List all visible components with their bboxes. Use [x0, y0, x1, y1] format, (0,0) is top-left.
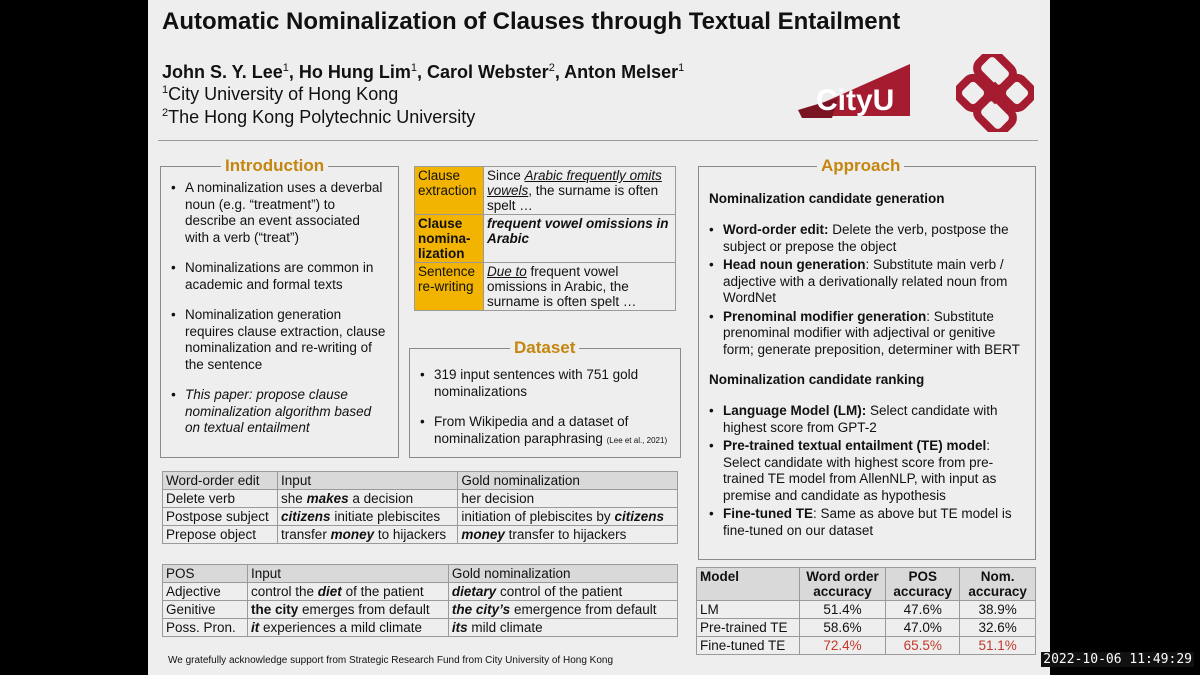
extracted-clause: Arabic frequently omits vowels [487, 168, 662, 198]
author-name: Anton Melser [564, 62, 679, 82]
intro-bullet: • Nominalization generation requires clause extraction, clause nominalization and re-writing of the sentence [171, 307, 386, 373]
ranking-subheading: Nominalization candidate ranking [709, 372, 925, 387]
input-text: to hijackers [374, 527, 447, 542]
input-cell [248, 619, 449, 637]
generation-bullet [709, 309, 1027, 359]
generation-bullet [709, 257, 1027, 307]
introduction-bullets [161, 180, 386, 437]
bullet-desc: : Substitute prenominal modifier with adjectival or genitive form; generate preposition, determiner with BERT [723, 308, 1020, 357]
dataset-bullets [410, 367, 675, 449]
author-name: Ho Hung Lim [298, 62, 411, 82]
polyu-logo [956, 54, 1034, 132]
author-name: Carol Webster [426, 62, 549, 82]
pipeline-step-label: Sentence re-writing [415, 263, 484, 311]
bullet-desc: Select candidate with highest score from GPT-2 [723, 403, 998, 435]
input-text: experiences a mild climate [259, 620, 423, 635]
gold-highlight: its [451, 620, 468, 635]
example-text: , the surname is often spelt … [487, 183, 659, 213]
author-affil-sup: 1 [678, 62, 685, 74]
author-name: John S. Y. Lee [162, 62, 283, 82]
affiliation [162, 107, 475, 128]
pos-type: Poss. Pron. [163, 619, 248, 637]
bullet-term: Language Model (LM): [723, 403, 867, 418]
column-header: POS accuracy [886, 568, 960, 601]
dataset-section [409, 338, 681, 458]
nom-accuracy: 51.1% [960, 637, 1036, 655]
generation-bullet [709, 222, 1027, 255]
input-text: control the [251, 584, 318, 599]
input-cell [248, 583, 449, 601]
model-name: Pre-trained TE [697, 619, 800, 637]
citation: (Lee et al., 2021) [606, 435, 668, 445]
dataset-bullet [420, 414, 675, 449]
bullet-desc: : Substitute main verb / adjective with a derivationally related noun from WordNet [723, 257, 1008, 305]
table-row [163, 619, 678, 637]
column-header: Nom. accuracy [960, 568, 1036, 601]
poster [148, 0, 1050, 675]
author-list: John S. Y. Lee$^1$, Ho Hung Lim$^1$, Carol Webster$^2$, Anton Melser$^1$ [162, 62, 685, 82]
table-row [163, 508, 678, 526]
input-highlight: citizens [281, 509, 331, 524]
table-row [697, 619, 1036, 637]
gold-cell [448, 583, 677, 601]
input-text: she [281, 491, 307, 506]
dataset-heading: Dataset [510, 338, 579, 358]
intro-bullet: • This paper: propose clause nominalization algorithm based on textual entailment [171, 387, 386, 437]
column-header: Input [278, 472, 458, 490]
dataset-bullet: • 319 input sentences with 751 gold nominalizations [420, 367, 675, 400]
pipeline-step-example [484, 167, 676, 215]
ranking-bullet [709, 506, 1027, 539]
affil-name: The Hong Kong Polytechnic University [168, 107, 476, 127]
intro-bullet: • A nominalization uses a deverbal noun (e.g. “treatment”) to describe an event associated with a verb (“treat”) [171, 180, 386, 246]
input-text: emerges from default [298, 602, 430, 617]
header-divider [158, 140, 1038, 141]
bullet-desc: : Select candidate with highest score from pre-trained TE model from AllenNLP, with input as premise and candidate as hypothesis [723, 438, 997, 503]
ranking-bullets [699, 403, 1027, 539]
input-text: a decision [348, 491, 414, 506]
table-row [697, 637, 1036, 655]
table-header-row [163, 472, 678, 490]
word-order-accuracy: 72.4% [800, 637, 886, 655]
input-cell [278, 526, 458, 544]
input-cell [278, 508, 458, 526]
acknowledgement: We gratefully acknowledge support from Strategic Research Fund from City University of Hong Kong [168, 655, 614, 666]
input-cell [248, 601, 449, 619]
approach-heading: Approach [817, 156, 904, 176]
gold-cell [458, 508, 678, 526]
bullet-term: Word-order edit: [723, 222, 829, 237]
gold-text: mild climate [467, 620, 543, 635]
pos-type: Genitive [163, 601, 248, 619]
gold-highlight: citizens [614, 509, 664, 524]
introduction-section [160, 156, 399, 458]
pipeline-example-table [414, 166, 676, 311]
bullet-term: Head noun generation [723, 257, 866, 272]
cityu-logo [798, 58, 913, 122]
input-text: transfer [281, 527, 331, 542]
table-row [163, 490, 678, 508]
pos-accuracy: 47.0% [886, 619, 960, 637]
column-header: Gold nominalization [448, 565, 677, 583]
pos-table [162, 564, 678, 637]
pos-type: Adjective [163, 583, 248, 601]
nom-accuracy: 32.6% [960, 619, 1036, 637]
table-header-row [163, 565, 678, 583]
column-header: Model [697, 568, 800, 601]
column-header: Input [248, 565, 449, 583]
cityu-logo-text: CityU [816, 84, 895, 117]
rewrite-connective: Due to [487, 264, 527, 279]
input-highlight: money [330, 527, 375, 542]
table-row [163, 601, 678, 619]
table-row [163, 526, 678, 544]
affil-sup: 1 [162, 84, 169, 96]
gold-highlight: money [461, 527, 505, 542]
timestamp-overlay: 2022-10-06 11:49:29 [1043, 652, 1192, 667]
bullet-desc: Delete the verb, postpose the subject or prepose the object [723, 222, 1009, 254]
gold-text: initiation of plebiscites by [461, 509, 615, 524]
edit-type: Delete verb [163, 490, 278, 508]
edit-type: Prepose object [163, 526, 278, 544]
table-row [415, 167, 676, 215]
affiliation [162, 84, 398, 105]
model-name: Fine-tuned TE [697, 637, 800, 655]
input-highlight: diet [317, 584, 342, 599]
generation-subheading: Nominalization candidate generation [709, 191, 945, 206]
nom-accuracy: 38.9% [960, 601, 1036, 619]
affil-sup: 2 [162, 107, 169, 119]
pipeline-step-label: Clause extraction [415, 167, 484, 215]
example-text: Since [487, 168, 525, 183]
gold-text: transfer to hijackers [504, 527, 627, 542]
author-affil-sup: 1 [410, 62, 417, 74]
ranking-bullet [709, 403, 1027, 436]
introduction-heading: Introduction [221, 156, 328, 176]
bullet-term: Pre-trained textual entailment (TE) model [723, 438, 987, 453]
ranking-bullet [709, 438, 1027, 504]
gold-text: control of the patient [496, 584, 623, 599]
input-text: initiate plebiscites [330, 509, 441, 524]
table-row [163, 583, 678, 601]
column-header: Word order accuracy [800, 568, 886, 601]
generation-bullets [699, 222, 1027, 358]
gold-cell [458, 526, 678, 544]
gold-highlight: the city’s [451, 602, 511, 617]
pipeline-step-example [484, 263, 676, 311]
gold-text: her decision [461, 491, 535, 506]
input-text: of the patient [341, 584, 424, 599]
input-highlight: the city [251, 602, 299, 617]
dataset-bullet-text: From Wikipedia and a dataset of nominalization paraphrasing [434, 414, 629, 446]
column-header: Word-order edit [163, 472, 278, 490]
input-cell [278, 490, 458, 508]
edit-type: Postpose subject [163, 508, 278, 526]
poster-title: Automatic Nominalization of Clauses through Textual Entailment [162, 8, 901, 35]
word-order-accuracy: 58.6% [800, 619, 886, 637]
results-table [696, 567, 1036, 655]
bullet-desc: : Same as above but TE model is fine-tuned on our dataset [723, 506, 1012, 538]
gold-cell [458, 490, 678, 508]
pipeline-step-example: frequent vowel omissions in Arabic [484, 215, 676, 263]
column-header: POS [163, 565, 248, 583]
model-name: LM [697, 601, 800, 619]
gold-highlight: dietary [451, 584, 497, 599]
pos-accuracy: 47.6% [886, 601, 960, 619]
author-affil-sup: 1 [282, 62, 289, 74]
gold-cell [448, 601, 677, 619]
table-header-row [697, 568, 1036, 601]
example-text: frequent vowel omissions in Arabic, the surname is often spelt … [487, 264, 637, 309]
column-header: Gold nominalization [458, 472, 678, 490]
approach-section [698, 156, 1036, 560]
word-order-table [162, 471, 678, 544]
table-row [415, 215, 676, 263]
gold-cell [448, 619, 677, 637]
gold-text: emergence from default [510, 602, 657, 617]
table-row [415, 263, 676, 311]
table-row [697, 601, 1036, 619]
word-order-accuracy: 51.4% [800, 601, 886, 619]
input-highlight: makes [306, 491, 349, 506]
pos-accuracy: 65.5% [886, 637, 960, 655]
pipeline-step-label: Clause nomina-lization [415, 215, 484, 263]
author-affil-sup: 2 [548, 62, 555, 74]
input-highlight: it [251, 620, 260, 635]
bullet-term: Prenominal modifier generation [723, 308, 927, 324]
affil-name: City University of Hong Kong [168, 84, 399, 104]
bullet-term: Fine-tuned TE [723, 506, 813, 521]
intro-bullet: • Nominalizations are common in academic and formal texts [171, 260, 386, 293]
